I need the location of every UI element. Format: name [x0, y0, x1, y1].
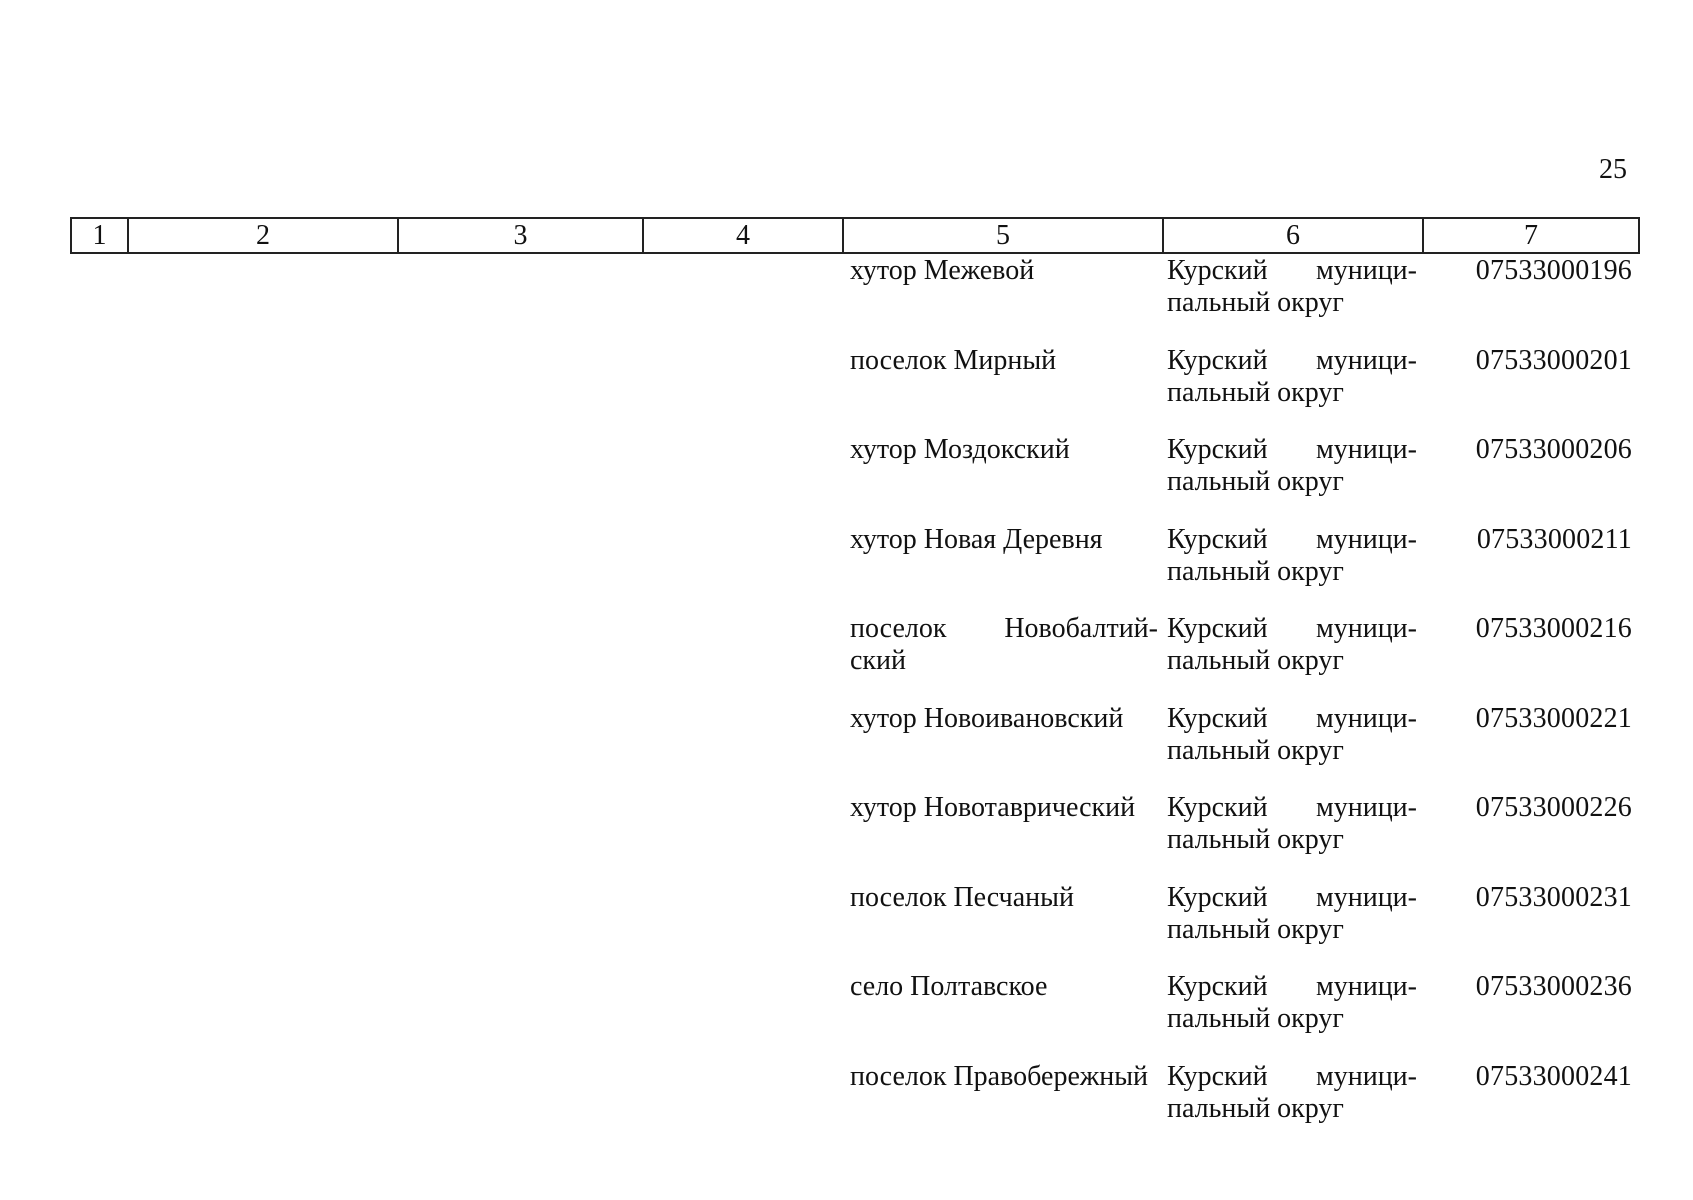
table-row [0, 523, 1693, 613]
oktmo-code: 07533000201 [1475, 344, 1632, 376]
table-row [0, 881, 1693, 971]
column-number-2: 2 [128, 218, 398, 253]
district-line-2: пальный округ [1167, 645, 1344, 676]
district-line-2: пальный округ [1167, 466, 1344, 497]
district-line-1: Курский муници- [1167, 523, 1417, 555]
oktmo-code: 07533000231 [1475, 881, 1632, 913]
settlement-name: хутор Новотаврический [850, 792, 1136, 823]
oktmo-code: 07533000221 [1475, 702, 1632, 734]
column-number-4: 4 [643, 218, 843, 253]
table-row [0, 1060, 1693, 1150]
municipal-district [1167, 882, 1417, 946]
district-line-2: пальный округ [1167, 734, 1344, 766]
table-row [0, 791, 1693, 881]
district-line-2: пальный округ [1167, 1003, 1344, 1034]
district-line-1: Курский муници- [1167, 971, 1417, 1002]
column-number-6: 6 [1163, 218, 1423, 253]
district-line-1: Курский муници- [1167, 1060, 1417, 1092]
oktmo-code: 07533000216 [1475, 613, 1632, 644]
column-number-1: 1 [71, 218, 128, 253]
table-row [0, 970, 1693, 1060]
municipal-district [1167, 1061, 1417, 1125]
column-number-header [70, 217, 1640, 254]
settlement-name: хутор Межевой [850, 255, 1035, 286]
settlement-name: поселок Новобалтий-ский [850, 613, 1158, 676]
district-line-2: пальный округ [1167, 913, 1344, 945]
column-number-5: 5 [843, 218, 1163, 253]
municipal-district [1167, 703, 1417, 767]
settlement-name: хутор Новая Деревня [850, 523, 1103, 555]
municipal-district [1167, 613, 1417, 677]
municipal-district [1167, 345, 1417, 409]
oktmo-code: 07533000206 [1475, 434, 1632, 465]
table-row [0, 344, 1693, 434]
district-line-1: Курский муници- [1167, 881, 1417, 913]
district-line-1: Курский муници- [1167, 255, 1417, 286]
municipal-district [1167, 792, 1417, 856]
district-line-2: пальный округ [1167, 555, 1344, 587]
oktmo-code: 07533000241 [1475, 1060, 1632, 1092]
district-line-1: Курский муници- [1167, 434, 1417, 465]
table-row [0, 433, 1693, 523]
municipal-district [1167, 255, 1417, 319]
settlement-name: хутор Новоивановский [850, 702, 1124, 734]
table-row [0, 702, 1693, 792]
header-row [71, 218, 1639, 253]
municipal-district [1167, 434, 1417, 498]
settlement-name: поселок Песчаный [850, 881, 1074, 913]
settlement-name: село Полтавское [850, 971, 1048, 1002]
oktmo-code: 07533000211 [1476, 523, 1632, 555]
district-line-1: Курский муници- [1167, 613, 1417, 644]
table-row [0, 254, 1693, 344]
district-line-1: Курский муници- [1167, 344, 1417, 376]
oktmo-code: 07533000196 [1475, 255, 1632, 286]
district-line-1: Курский муници- [1167, 792, 1417, 823]
district-line-2: пальный округ [1167, 1092, 1344, 1124]
settlement-name: поселок Мирный [850, 344, 1057, 376]
page-number: 25 [1599, 154, 1627, 185]
district-line-2: пальный округ [1167, 824, 1344, 855]
municipal-district [1167, 971, 1417, 1035]
oktmo-code: 07533000226 [1475, 792, 1632, 823]
municipal-district [1167, 524, 1417, 588]
district-line-2: пальный округ [1167, 376, 1344, 408]
oktmo-code: 07533000236 [1475, 971, 1632, 1002]
table-row [0, 612, 1693, 702]
column-number-7: 7 [1423, 218, 1639, 253]
settlement-name: поселок Правобережный [850, 1060, 1148, 1092]
district-line-2: пальный округ [1167, 287, 1344, 318]
district-line-1: Курский муници- [1167, 702, 1417, 734]
settlement-list [0, 254, 1693, 1149]
settlement-name: хутор Моздокский [850, 434, 1070, 465]
column-number-3: 3 [398, 218, 643, 253]
